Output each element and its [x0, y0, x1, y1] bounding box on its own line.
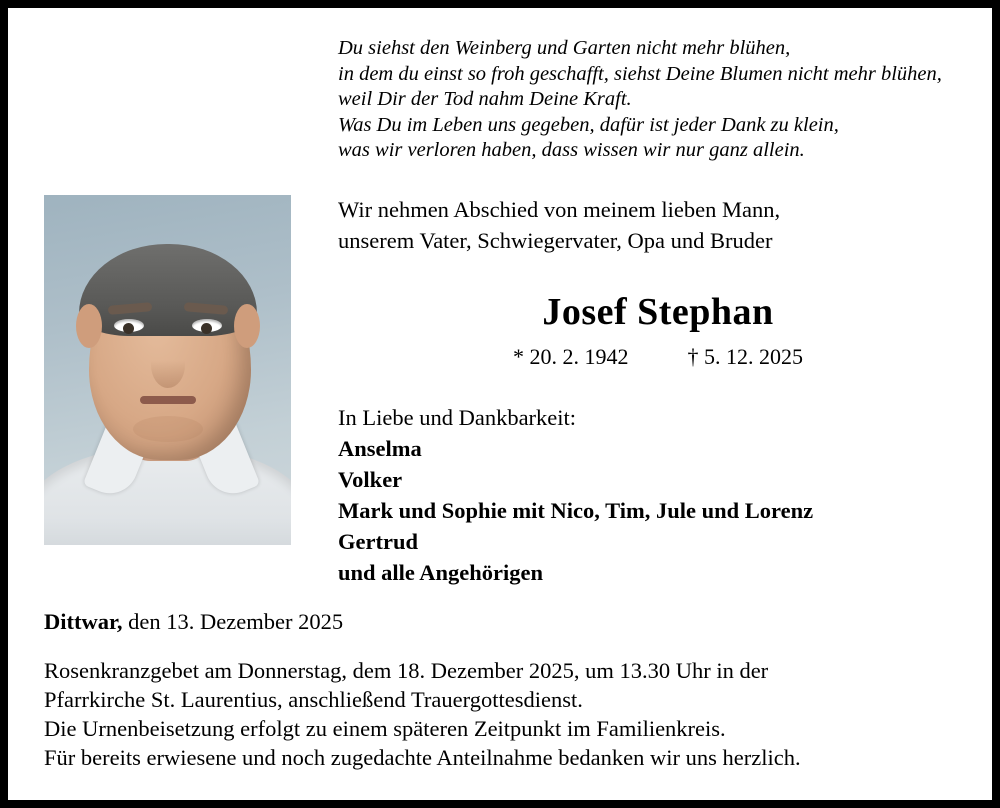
intro-line: Wir nehmen Abschied von meinem lieben Mann, [338, 197, 781, 222]
family-block [338, 402, 813, 588]
family-member: Mark und Sophie mit Nico, Tim, Jule und Lorenz [338, 498, 814, 523]
place-town: Dittwar, [44, 609, 123, 634]
photo-shirt [44, 447, 291, 545]
photo-pupil-left [123, 323, 134, 334]
photo-chin [133, 416, 203, 442]
poem-line: Was Du im Leben uns gegeben, dafür ist jeder Dank zu klein, [338, 113, 839, 136]
family-heading: In Liebe und Dankbarkeit: [338, 405, 577, 430]
death-date: † 5. 12. 2025 [687, 344, 803, 369]
intro-block [338, 194, 780, 256]
poem-block [338, 36, 978, 164]
poem-line: was wir verloren haben, dass wissen wir nur ganz allein. [338, 139, 805, 161]
service-line: Rosenkranzgebet am Donnerstag, dem 18. Dezember 2025, um 13.30 Uhr in der [44, 658, 769, 683]
portrait-photo [44, 195, 291, 545]
family-member: Anselma [338, 436, 422, 461]
birth-date: * 20. 2. 1942 [513, 344, 629, 369]
service-line: Die Urnenbeisetzung erfolgt zu einem späteren Zeitpunkt im Familienkreis. [44, 716, 726, 741]
service-details [44, 656, 974, 772]
photo-ear-left [76, 304, 102, 348]
poem-line: Du siehst den Weinberg und Garten nicht mehr blühen, [338, 37, 791, 59]
poem-line: in dem du einst so froh geschafft, siehst Deine Blumen nicht mehr blühen, [338, 62, 942, 85]
photo-pupil-right [201, 323, 212, 334]
photo-nose [151, 342, 185, 388]
notice-inner [8, 8, 992, 800]
family-member: und alle Angehörigen [338, 560, 544, 585]
service-line: Pfarrkirche St. Laurentius, anschließend Trauergottesdienst. [44, 687, 583, 712]
photo-ear-right [234, 304, 260, 348]
deceased-dates [338, 344, 978, 370]
place-date: den 13. Dezember 2025 [122, 609, 344, 634]
poem-line: weil Dir der Tod nahm Deine Kraft. [338, 88, 632, 110]
family-member: Gertrud [338, 529, 418, 554]
intro-line: unserem Vater, Schwiegervater, Opa und Bruder [338, 228, 773, 253]
family-member: Volker [338, 467, 403, 492]
photo-mouth [140, 396, 196, 404]
deceased-name: Josef Stephan [542, 291, 774, 333]
service-line: Für bereits erwiesene und noch zugedachte Anteilnahme bedanken wir uns herzlich. [44, 745, 801, 770]
place-and-date [44, 609, 343, 635]
